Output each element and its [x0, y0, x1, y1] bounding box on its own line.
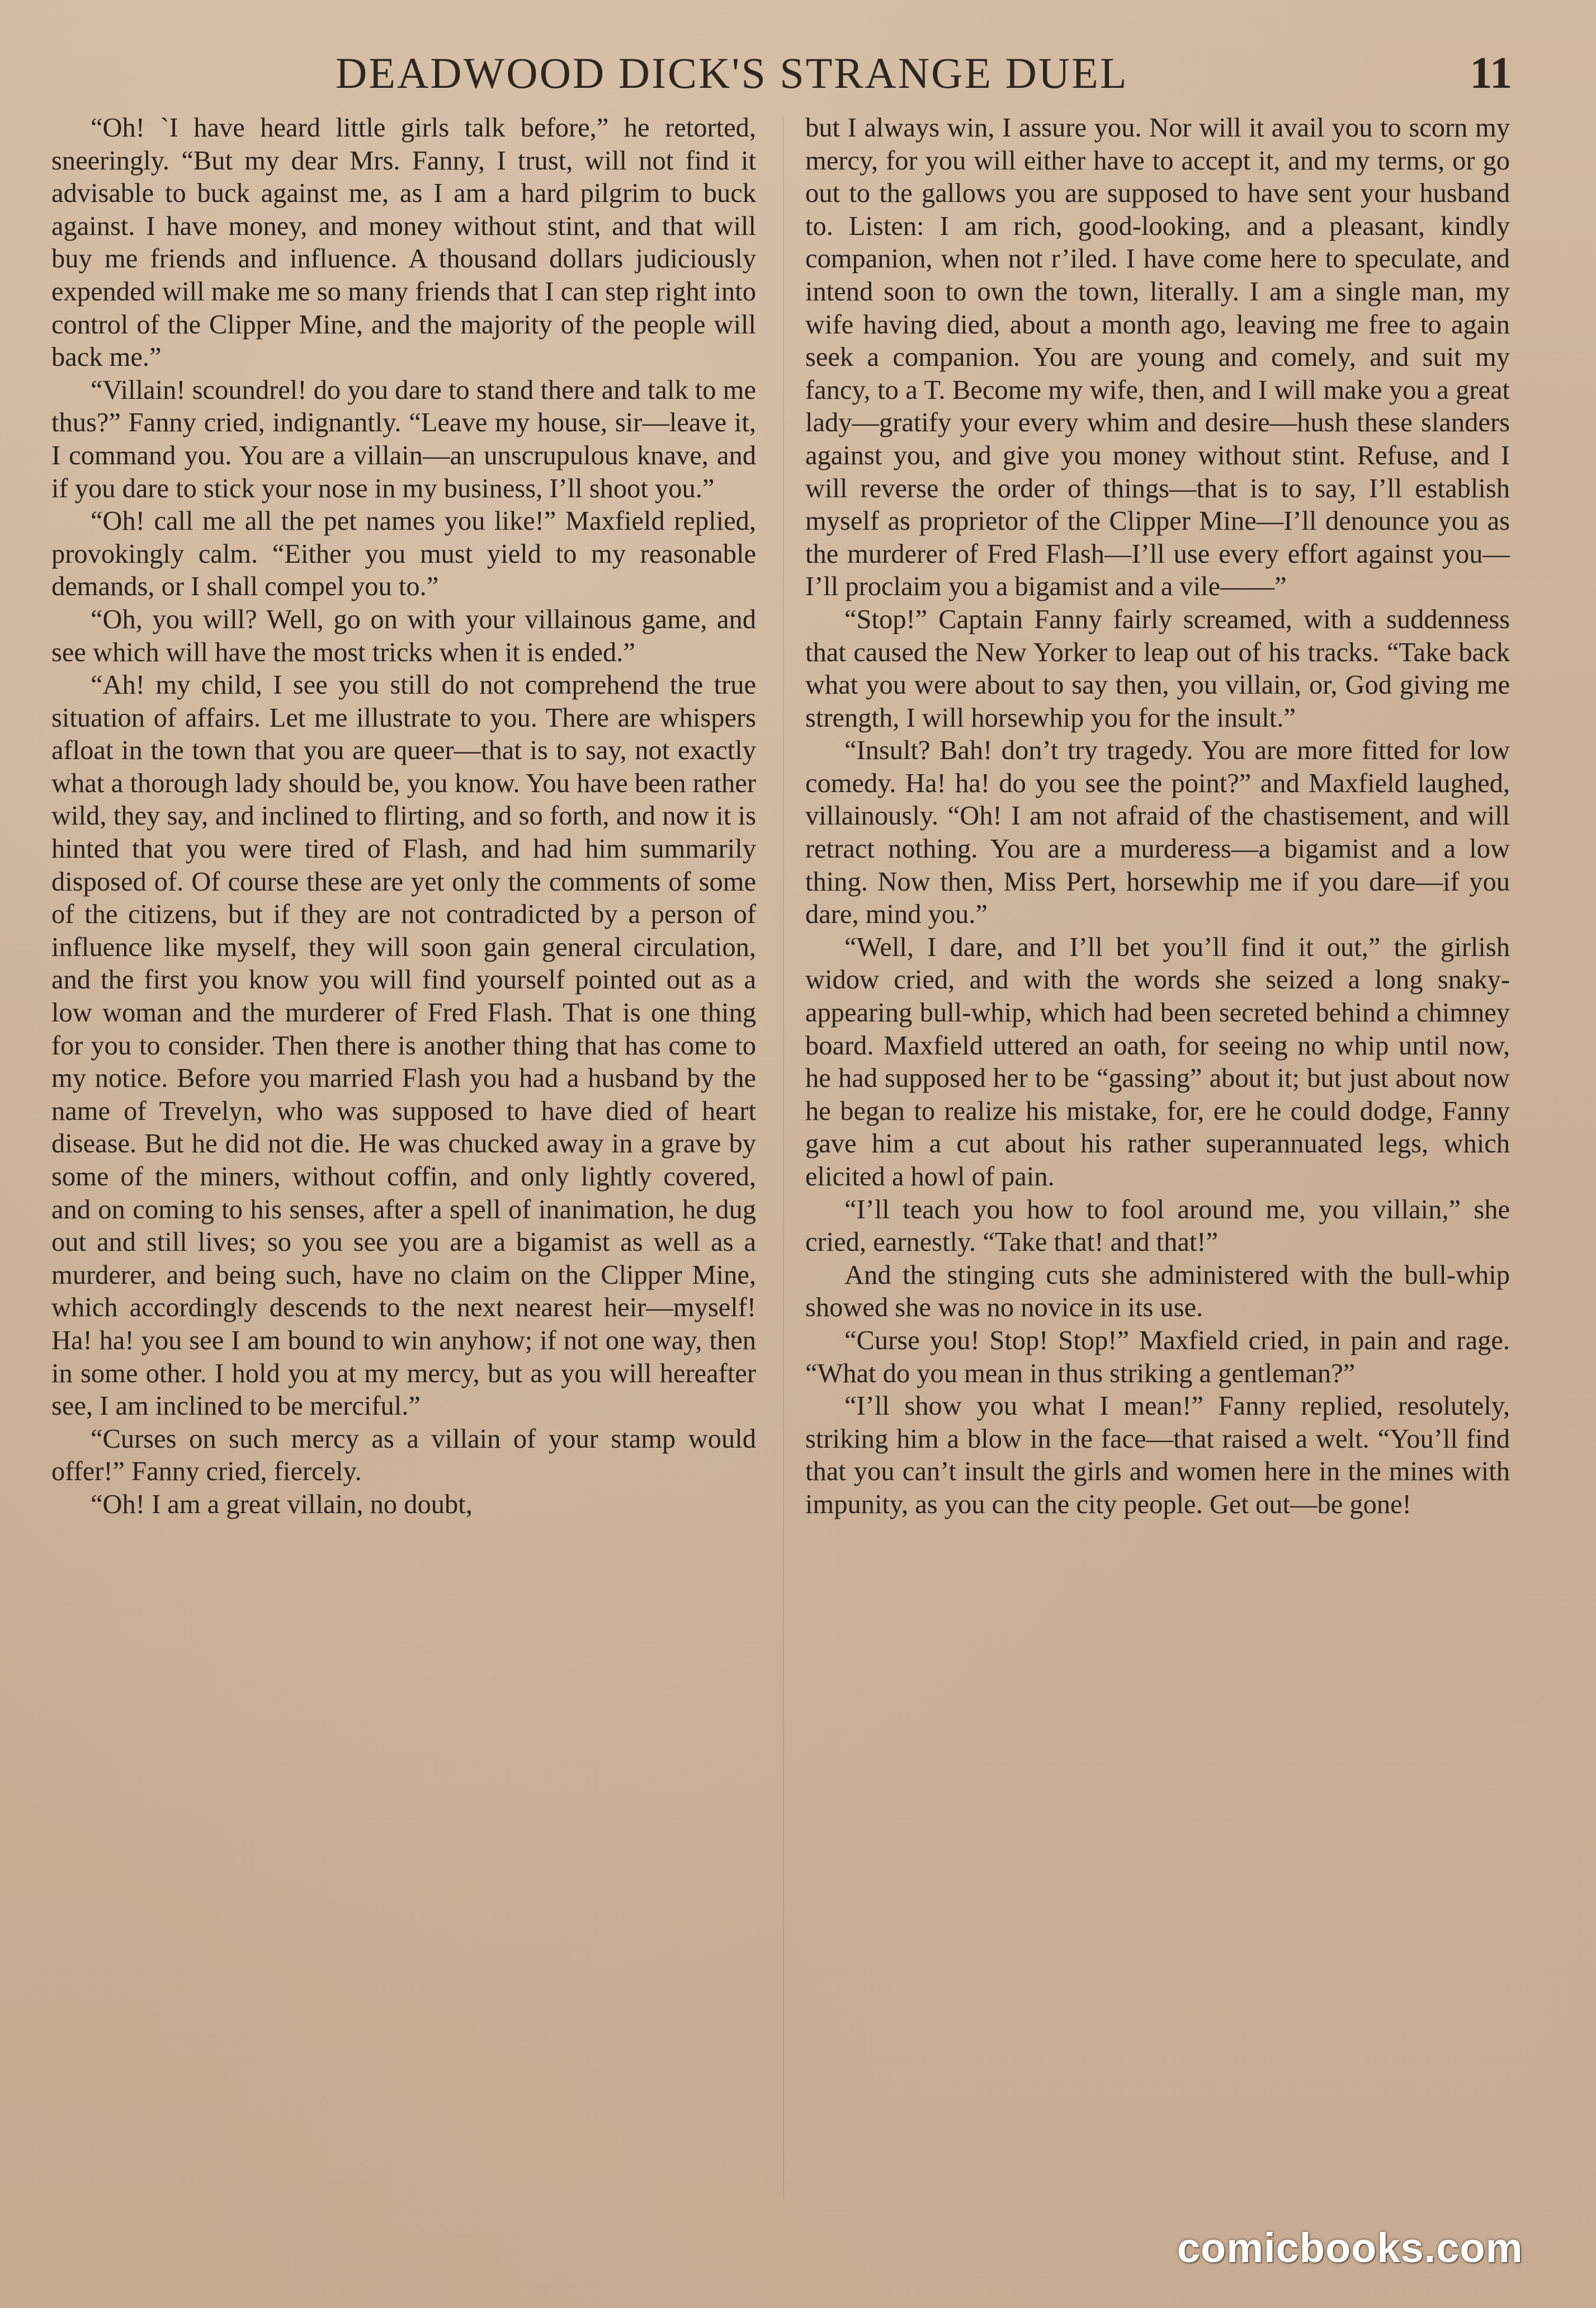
paragraph: “I’ll teach you how to fool around me, you villain,” she cried, earnestly. “Take that! and that!”	[805, 1194, 1510, 1257]
paragraph: “Villain! scoundrel! do you dare to stand there and talk to me thus?” Fanny cried, indignantly. “Leave my house, sir—leave it, I command you. You are a villain—an unscrupulous knave, and if you dare to stick your nose in my business, I’ll shoot you.”	[51, 375, 756, 503]
paragraph: “Oh! I am a great villain, no doubt,	[91, 1489, 473, 1519]
paragraph: “Curses on such mercy as a villain of your stamp would offer!” Fanny cried, fiercely.	[51, 1424, 756, 1487]
paragraph: “Oh! `I have heard little girls talk before,” he retorted, sneeringly. “But my dear Mrs. Fanny, I trust, will not find it advisable to buck against me, as I am a hard pilgrim to buck against. I have money, and money without stint, and that will buy me friends and influence. A thousand dollars judiciously expended will make me so many friends that I can step right into control of the Clipper Mine, and the majority of the people will back me.”	[51, 113, 756, 373]
page-number: 11	[1470, 49, 1512, 98]
paragraph: “Insult? Bah! don’t try tragedy. You are more fitted for low comedy. Ha! ha! do you see the point?” and Maxfield laughed, villainously. “Oh! I am not afraid of the chastisement, and will retract nothing. You are a murderess—a bigamist and a low thing. Now then, Miss Pert, horsewhip me if you dare—if you dare, mind you.”	[805, 736, 1510, 930]
paragraph: “Ah! my child, I see you still do not comprehend the true situation of affairs. Let me illustrate to you. There are whispers afloat in the town that you are queer—that is to say, not exactly what a thorough lady should be, you know. You have been rather wild, they say, and inclined to flirting, and so forth, and now it is hinted that you were tired of Flash, and had him summarily disposed of. Of course these are yet only the comments of some of the citizens, but if they are not contradicted by a person of influence like myself, they will soon gain general circulation, and the first you know you will find yourself pointed out as a low woman and the murderer of Fred Flash. That is one thing for you to consider. Then there is another thing that has come to my notice. Before you married Flash you had a husband by the name of Trevelyn, who was supposed to have died of heart disease. But he did not die. He was chucked away in a grave by some of the miners, without coffin, and only lightly covered, and on coming to his senses, after a spell of inanimation, he dug out and still lives; so you see you are a bigamist as well as a murderer, and being such, have no claim on the Clipper Mine, which accordingly descends to the next nearest heir—myself! Ha! ha! you see I am bound to win anyhow; if not one way, then in some other. I hold you at my mercy, but as you will hereafter see, I am inclined to be merciful.”	[51, 670, 756, 1421]
paragraph: “Oh, you will? Well, go on with your villainous game, and see which will have the most tricks when it is ended.”	[51, 604, 756, 667]
page-header	[50, 48, 1512, 110]
column-gutter	[783, 117, 784, 2198]
paragraph: “Well, I dare, and I’ll bet you’ll find it out,” the girlish widow cried, and with the words she seized a long snaky-appearing bull-whip, which had been secreted behind a chimney board. Maxfield uttered an oath, for seeing no whip until now, he had supposed her to be “gassing” about it; but just about now he began to realize his mistake, for, ere he could dodge, Fanny gave him a cut about his rather superannuated legs, which elicited a howl of pain.	[805, 932, 1510, 1191]
paragraph-continuation: but I always win, I assure you. Nor will it avail you to scorn my mercy, for you will either have to accept it, and my terms, or go out to the gallows you are supposed to have sent your husband to. Listen: I am rich, good-looking, and a pleasant, kindly companion, when not r’iled. I have come here to speculate, and intend soon to own the town, literally. I am a single man, my wife having died, about a month ago, leaving me free to again seek a companion. You are young and comely, and suit my fancy, to a T. Become my wife, then, and I will make you a great lady—gratify your every whim and desire—hush these slanders against you, and give you money without stint. Refuse, and I will reverse the order of things—that is to say, I’ll establish myself as proprietor of the Clipper Mine—I’ll denounce you as the murderer of Fred Flash—I’ll use every effort against you—I’ll proclaim you a bigamist and a vile——”	[805, 113, 1510, 602]
paragraph: “Oh! call me all the pet names you like!” Maxfield replied, provokingly calm. “Either you must yield to my reasonable demands, or I shall compel you to.”	[51, 506, 756, 602]
running-title: DEADWOOD DICK'S STRANGE DUEL	[336, 49, 1128, 97]
watermark: comicbooks.com	[1177, 2225, 1523, 2271]
left-column	[51, 112, 756, 1522]
paragraph: “I’ll show you what I mean!” Fanny replied, resolutely, striking him a blow in the face—that raised a welt. “You’ll find that you can’t insult the girls and women here in the mines with impunity, as you can the city people. Get out—be gone!	[805, 1391, 1510, 1519]
paragraph: And the stinging cuts she administered with the bull-whip showed she was no novice in its use.	[805, 1260, 1510, 1323]
right-column	[805, 112, 1510, 1522]
paragraph: “Curse you! Stop! Stop!” Maxfield cried, in pain and rage. “What do you mean in thus striking a gentleman?”	[805, 1325, 1510, 1388]
paragraph: “Stop!” Captain Fanny fairly screamed, with a suddenness that caused the New Yorker to leap out of his tracks. “Take back what you were about to say then, you villain, or, God giving me strength, I will horsewhip you for the insult.”	[805, 604, 1510, 733]
